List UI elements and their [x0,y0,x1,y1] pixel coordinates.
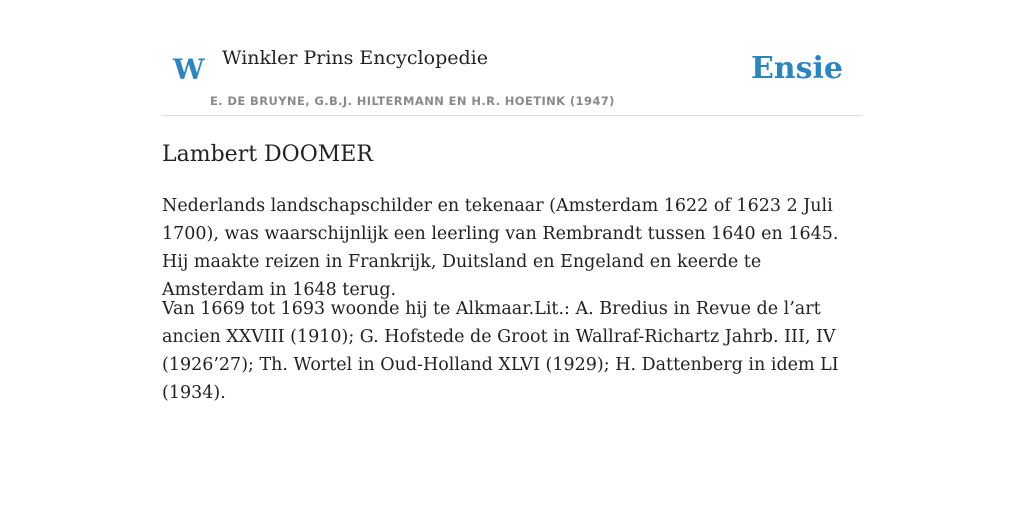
brand-logo[interactable]: Ensie [750,51,843,86]
entry-paragraph-1: Nederlands landschapschilder en tekenaar (Amsterdam 1622 of 1623 2 Juli 1700), was waarschijnlijk een leerling van Rembrandt tussen 1640 en 1645. Hij maakte reizen in Frankrijk, Duitsland en Engeland en keerde te Amsterdam in 1648 terug. [162,196,839,300]
entry-paragraph-2: Van 1669 tot 1693 woonde hij te Alkmaar.Lit.: A. Bredius in Revue de l’art ancien XXVIII (1910); G. Hofstede de Groot in Wallraf-Richartz Jahrb. III, IV (1926’27); Th. Wortel in Oud-Holland XLVI (1929); H. Dattenberg in idem LI (1934). [162,299,839,403]
entry-title: Lambert DOOMER [162,142,373,167]
encyclopedia-page [162,0,862,403]
source-title-link[interactable]: Winkler Prins Encyclopedie [222,47,488,69]
source-authors: E. DE BRUYNE, G.B.J. HILTERMANN EN H.R. HOETINK (1947) [210,94,615,108]
source-logo[interactable]: W [173,53,205,86]
source-header [162,0,862,116]
